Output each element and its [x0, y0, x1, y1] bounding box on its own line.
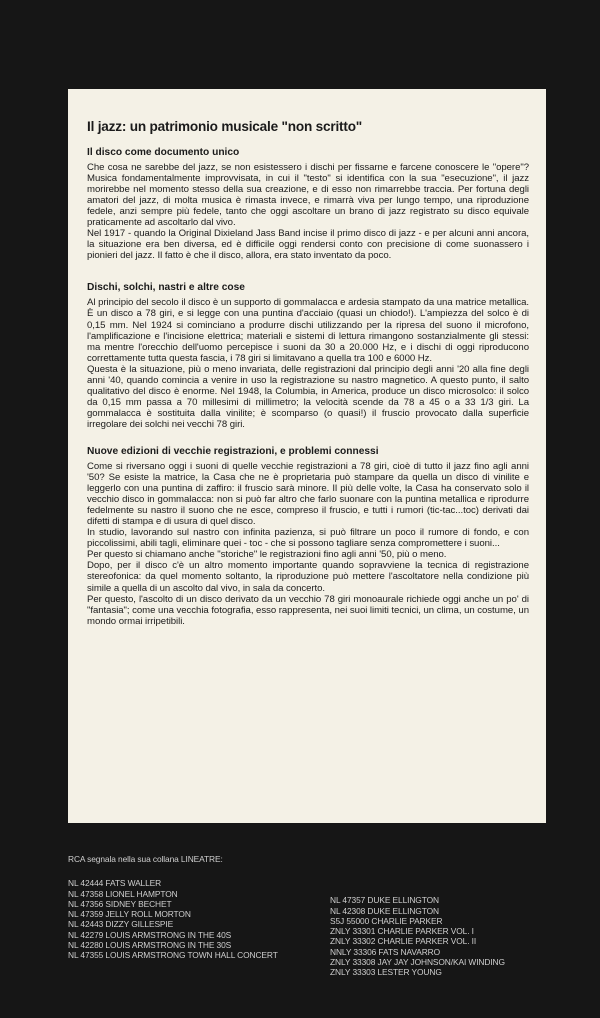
catalog-item: NL 47357 DUKE ELLINGTON	[330, 895, 439, 906]
catalog-item: NL 47355 LOUIS ARMSTRONG TOWN HALL CONCERT	[68, 950, 278, 961]
catalog-item: ZNLY 33302 CHARLIE PARKER VOL. II	[330, 936, 477, 947]
catalog-item: ZNLY 33301 CHARLIE PARKER VOL. I	[330, 926, 474, 937]
catalog-item: NL 47359 JELLY ROLL MORTON	[68, 909, 191, 920]
catalog-item: NL 42279 LOUIS ARMSTRONG IN THE 40S	[68, 929, 232, 940]
paragraph: Nel 1917 - quando la Original Dixieland Jass Band incise il primo disco di jazz - e per alcuni anni ancora, la situazione era ben diversa, ed è difficile oggi rendersi conto con precisione di come suonassero i pionieri del jazz. Il fatto è che il disco, allora, era stato inventato da poco.	[87, 228, 529, 262]
catalog-list	[68, 854, 548, 978]
paragraph: Che cosa ne sarebbe del jazz, se non esistessero i dischi per fissarne e farcene conoscere le "opere"? Musica fondamentalmente improvvisata, in cui il "testo" si identifica con la sua "esecuzione", il jazz morirebbe nel momento stesso della sua creazione, e di esso non rimarrebbe traccia. Per fortuna degli amatori del jazz, di molta musica è rimasta invece, e rimarrà viva per lungo tempo, una riproduzione fedele, anzi sempre più fedele, tanto che oggi ascoltare un brano di jazz registrato su disco equivale praticamente ad ascoltarlo dal vivo.	[87, 162, 529, 229]
paragraph: Come si riversano oggi i suoni di quelle vecchie registrazioni a 78 giri, cioè di tutto il jazz fino agli anni '50? Se esiste la matrice, la Casa che ne è proprietaria può stampare da quella un disco di vinilite e leggerlo con una puntina di zaffiro: il fruscio sarà minore. Il più delle volte, la Casa ha conservato solo il vecchio disco in gommalacca: non si può far altro che farlo suonare con la puntina metallica e riprodurre fedelmente su nastro il suono che ne esce, compreso il fruscio, e tutti i rumori (tic-tac...toc) derivati dai difetti di stampa e di usura di quel disco.	[87, 460, 529, 528]
section-disco-documento	[87, 146, 529, 261]
catalog-item: NL 47356 SIDNEY BECHET	[68, 898, 172, 909]
catalog-item: ZNLY 33308 JAY JAY JOHNSON/KAI WINDING	[330, 957, 505, 968]
section-dischi-solchi	[87, 281, 529, 430]
catalog-item: NNLY 33306 FATS NAVARRO	[330, 946, 441, 957]
catalog-item: NL 42444 FATS WALLER	[68, 878, 162, 889]
paragraph: Per questo si chiamano anche "storiche" le registrazioni fino agli anni '50, più o meno.	[87, 549, 447, 561]
paragraph: Questa è la situazione, più o meno invariata, delle registrazioni dal principio degli anni '20 alla fine degli anni '40, quando comincia a venire in uso la registrazione su nastro magnetico. A questo punto, il salto qualitativo del disco è enorme. Nel 1948, la Columbia, in America, produce un disco microsolco: il solco da 0,15 mm passa a 70 millesimi di millimetro; la velocità scende da 78 a 45 o a 33 1/3 giri. La gommalacca è sostituita dalla vinilite; è scomparso (o quasi!) il fruscio provocato dalla superficie irregolare dei solchi nei vecchi 78 giri.	[87, 363, 529, 430]
catalog-item: NL 42280 LOUIS ARMSTRONG IN THE 30S	[68, 940, 232, 951]
catalog-column-left	[68, 878, 330, 977]
catalog-item: S5J 55000 CHARLIE PARKER	[330, 915, 443, 926]
catalog-item: NL 42308 DUKE ELLINGTON	[330, 905, 439, 916]
catalog-item: ZNLY 33303 LESTER YOUNG	[330, 967, 442, 978]
paragraph: Dopo, per il disco c'è un altro momento importante quando sopravviene la tecnica di registrazione stereofonica: da quel momento soltanto, la riproduzione può mettere l'ascoltatore nella condizione più simile a quella di un ascolto dal vivo, in sala da concerto.	[87, 560, 529, 594]
catalog-item: NL 47358 LIONEL HAMPTON	[68, 888, 178, 899]
paragraph: Al principio del secolo il disco è un supporto di gommalacca e ardesia stampato da una matrice metallica. È un disco a 78 giri, e si legge con una puntina d'acciaio (quasi un chiodo!). L'ampiezza del solco è di 0,15 mm. Nel 1924 si cominciano a produrre dischi utilizzando per la ripresa del suono il microfono, l'amplificazione e l'incisione elettrica; materiali e sistemi di lettura rimangono sostanzialmente gli stessi: ma mentre l'orecchio dell'uomo percepisce i suoni da 30 a 20.000 Hz, e i dischi di oggi riproducono correttamente tutta questa fascia, i 78 giri si limitavano a quella tra 100 e 6000 Hz.	[87, 297, 529, 364]
catalog-intro: RCA segnala nella sua collana LINEATRE:	[68, 854, 223, 864]
section-heading: Nuove edizioni di vecchie registrazioni, e problemi connessi	[87, 445, 379, 457]
paragraph: Per questo, l'ascolto di un disco derivato da un vecchio 78 giri monoaurale richiede oggi anche un po' di "fantasia"; come una vecchia fotografia, esso rappresenta, nei suoi limiti tecnici, un clima, un costume, un mondo ormai irripetibili.	[87, 593, 529, 627]
page-title: Il jazz: un patrimonio musicale "non scritto"	[87, 119, 363, 134]
catalog-item: NL 42443 DIZZY GILLESPIE	[68, 919, 174, 930]
liner-notes-panel	[68, 89, 546, 823]
section-heading: Dischi, solchi, nastri e altre cose	[87, 282, 245, 294]
section-nuove-edizioni	[87, 445, 529, 627]
catalog-column-right	[330, 878, 548, 977]
section-heading: Il disco come documento unico	[87, 147, 240, 158]
paragraph: In studio, lavorando sul nastro con infinita pazienza, si può filtrare un poco il rumore di fondo, e con piccolissimi, abili tagli, eliminare quei - toc - che si possono tagliare senza compromettere i suoni...	[87, 527, 529, 550]
